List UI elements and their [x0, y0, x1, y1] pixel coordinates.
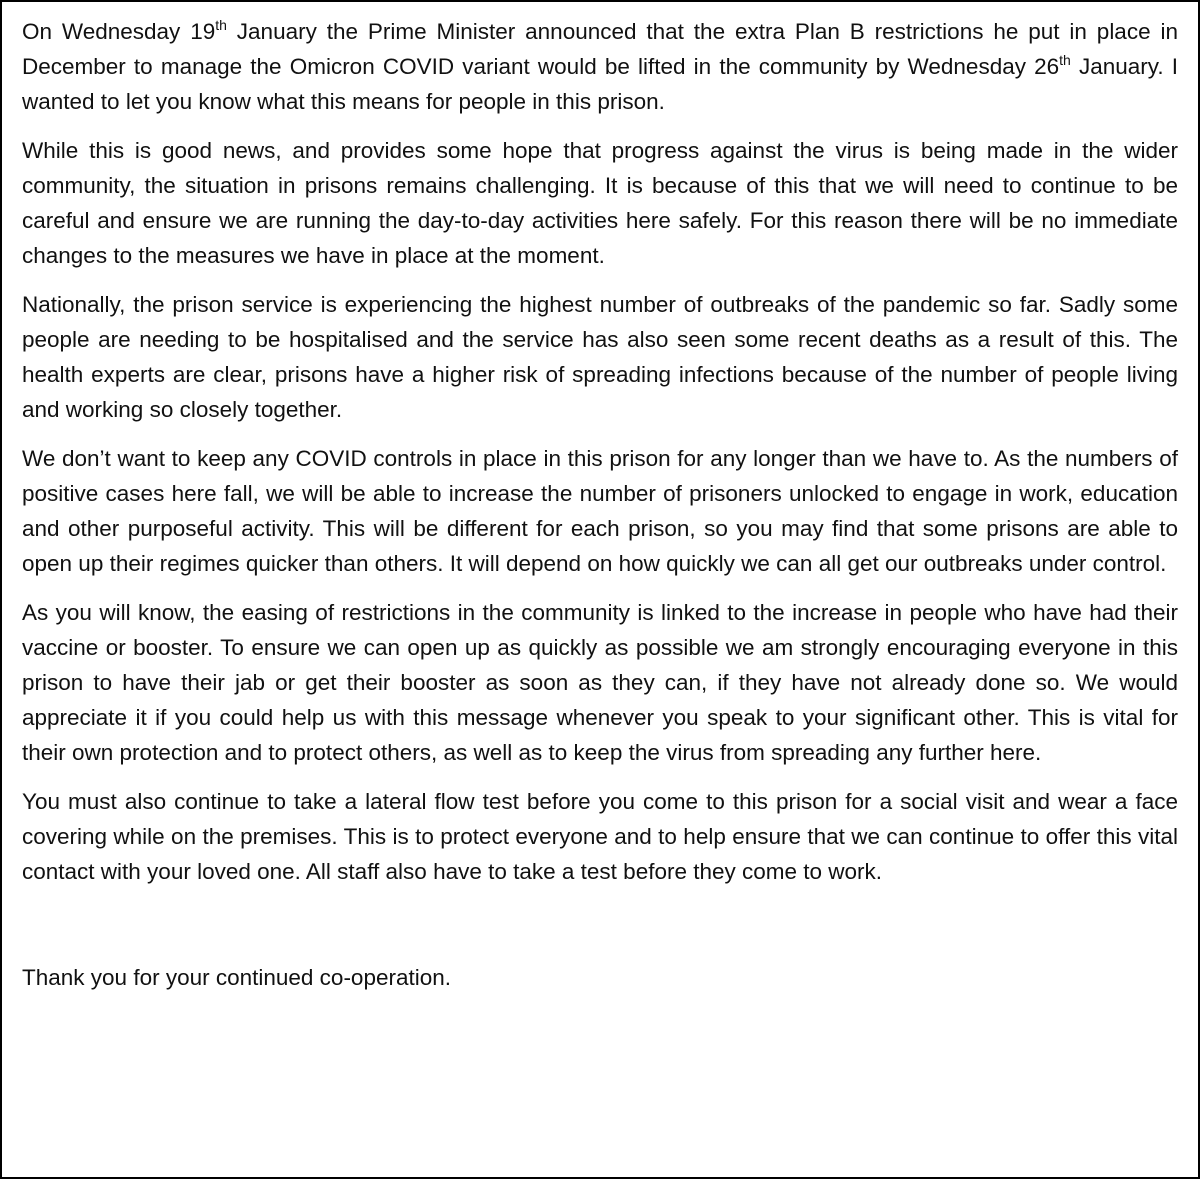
announcement-text-end: January. I wanted to let you know what this means for people in this prison.	[22, 54, 1178, 114]
closing-line: Thank you for your continued co-operation.	[22, 965, 452, 990]
paragraph-testing: You must also continue to take a lateral flow test before you come to this prison for a social visit and wear a face covering while on the premises. This is to protect everyone and to help ensure that we can continue to offer this vital contact with your loved one. All staff also have to take a test before they come to work.	[22, 789, 1178, 884]
ordinal-suffix: th	[215, 17, 227, 33]
paragraph-vaccine: As you will know, the easing of restrictions in the community is linked to the increase in people who have had their vaccine or booster. To ensure we can open up as quickly as possible we am strongly encouraging everyone in this prison to have their jab or get their booster as soon as they can, if they have not already done so. We would appreciate it if you could help us with this message whenever you speak to your significant other. This is vital for their own protection and to protect others, as well as to keep the virus from spreading any further here.	[22, 600, 1178, 765]
announcement-text-start: On Wednesday 19	[22, 19, 216, 44]
paragraph-situation: While this is good news, and provides some hope that progress against the virus is being made in the wider community, the situation in prisons remains challenging. It is because of this that we will need to continue to be careful and ensure we are running the day-to-day activities here safely. For this reason there will be no immediate changes to the measures we have in place at the moment.	[22, 138, 1178, 268]
paragraph-national: Nationally, the prison service is experiencing the highest number of outbreaks of the pandemic so far. Sadly some people are needing to be hospitalised and the service has also seen some recent deaths as a result of this. The health experts are clear, prisons have a higher risk of spreading infections because of the number of people living and working so closely together.	[22, 292, 1178, 422]
ordinal-suffix: th	[1059, 52, 1071, 68]
paragraph-announcement	[22, 14, 1178, 119]
announcement-text-middle: January the Prime Minister announced that the extra Plan B restrictions he put in place in December to manage the Omicron COVID variant would be lifted in the community by Wednesday 26	[22, 19, 1178, 79]
paragraph-controls: We don’t want to keep any COVID controls in place in this prison for any longer than we have to. As the numbers of positive cases here fall, we will be able to increase the number of prisoners unlocked to engage in work, education and other purposeful activity. This will be different for each prison, so you may find that some prisons are able to open up their regimes quicker than others. It will depend on how quickly we can all get our outbreaks under control.	[22, 446, 1178, 576]
